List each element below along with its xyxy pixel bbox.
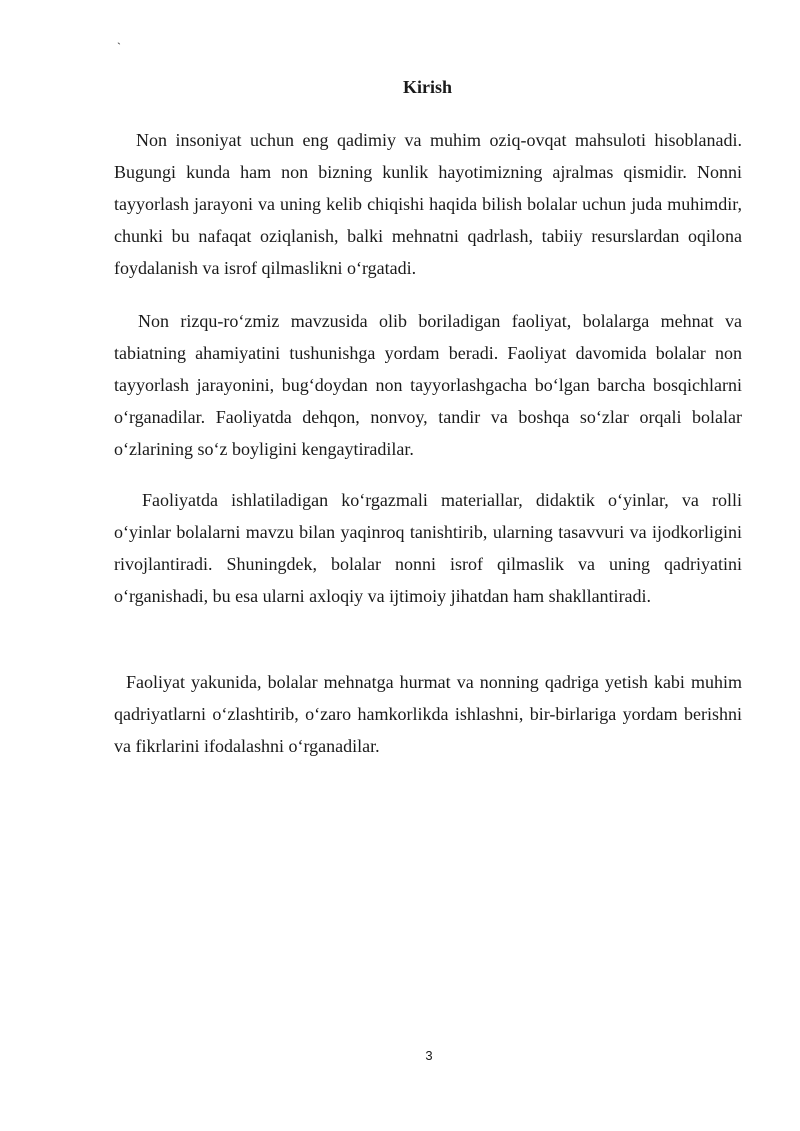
paragraph-4: Faoliyat yakunida, bolalar mehnatga hurmat va nonning qadriga yetish kabi muhim qadriyatlarni oʻzlashtirib, oʻzaro hamkorlikda ishlashni, bir-birlariga yordam berishni va fikrlarini ifodalashni oʻrganadilar. xyxy=(114,672,742,756)
page-number: 3 xyxy=(425,1048,433,1063)
corner-mark: ` xyxy=(117,40,121,54)
paragraph-1: Non insoniyat uchun eng qadimiy va muhim oziq-ovqat mahsuloti hisoblanadi. Bugungi kunda ham non bizning kunlik hayotimizning ajralmas qismidir. Nonni tayyorlash jarayoni va uning kelib chiqishi haqida bilish bolalar uchun juda muhimdir, chunki bu nafaqat oziqlanish, balki mehnatni qadrlash, tabiiy resurslardan oqilona foydalanish va isrof qilmaslikni oʻrgatadi. xyxy=(114,130,742,278)
paragraph-2: Non rizqu-roʻzmiz mavzusida olib boriladigan faoliyat, bolalarga mehnat va tabiatning ahamiyatini tushunishga yordam beradi. Faoliyat davomida bolalar non tayyorlash jarayonini, bugʻdoydan non tayyorlashgacha boʻlgan barcha bosqichlarni oʻrganadilar. Faoliyatda dehqon, nonvoy, tandir va boshqa soʻzlar orqali bolalar oʻzlarining soʻz boyligini kengaytiradilar. xyxy=(114,311,742,459)
page-title: Kirish xyxy=(403,77,453,97)
paragraph-3: Faoliyatda ishlatiladigan koʻrgazmali materiallar, didaktik oʻyinlar, va rolli oʻyinlar bolalarni mavzu bilan yaqinroq tanishtirib, ularning tasavvuri va ijodkorligini rivojlantiradi. Shuningdek, bolalar nonni isrof qilmaslik va uning qadriyatini oʻrganishadi, bu esa ularni axloqiy va ijtimoiy jihatdan ham shakllantiradi. xyxy=(114,490,742,606)
